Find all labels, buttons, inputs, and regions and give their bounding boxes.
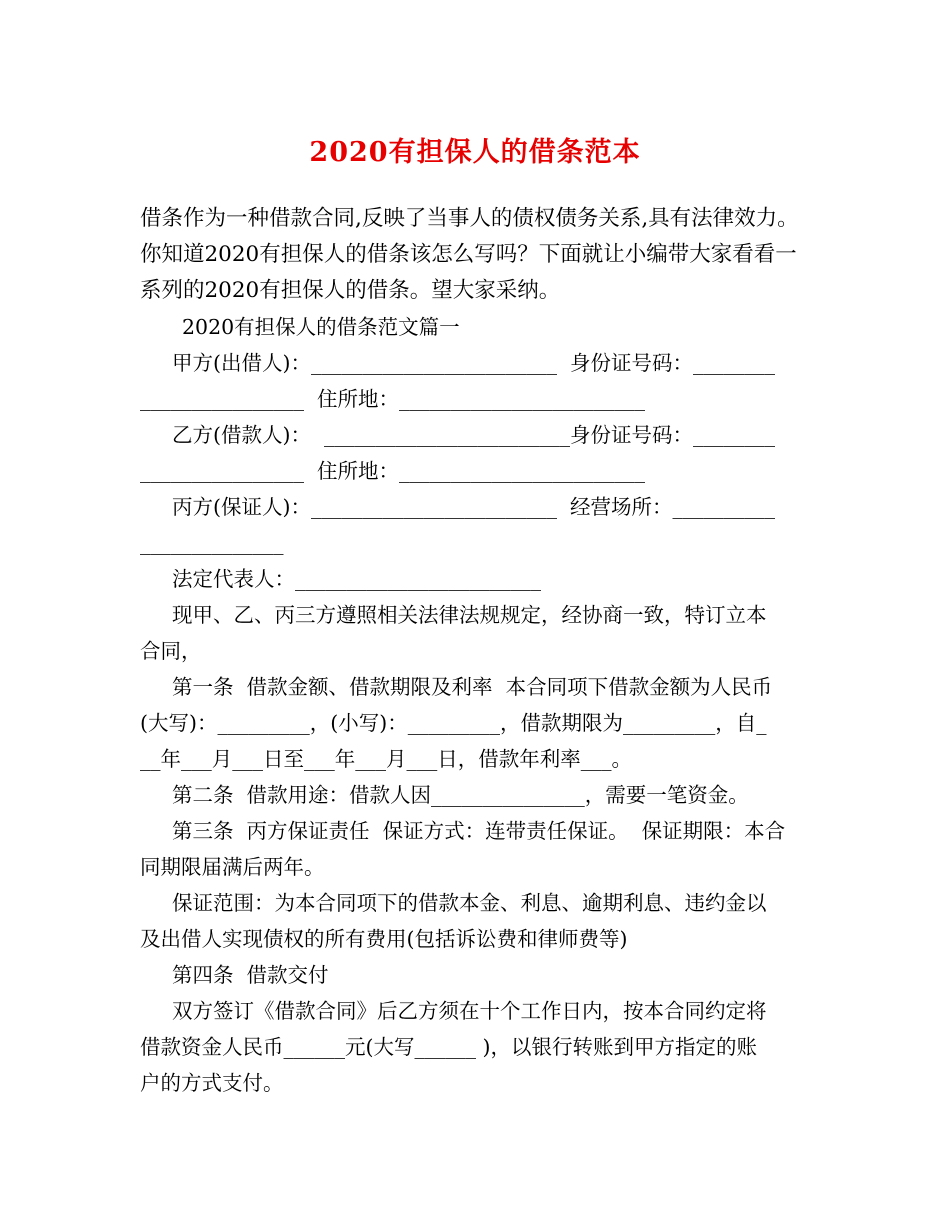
borrower-line: 乙方(借款人)： ________________________身份证号码：________ <box>172 423 776 447</box>
guarantor-line: 丙方(保证人)：________________________ 经营场所：__________ <box>172 495 776 519</box>
article-1-line-3: __年___月___日至___年___月___日，借款年利率___。 <box>140 747 632 771</box>
legal-rep-line: 法定代表人：________________________ <box>172 567 541 591</box>
lender-address-line: ________________ 住所地：________________________ <box>140 387 646 411</box>
intro-line-1: 借条作为一种借款合同,反映了当事人的债权债务关系,具有法律效力。 <box>140 206 799 231</box>
intro-line-3: 系列的2020有担保人的借条。望大家采纳。 <box>140 278 561 303</box>
scope-line-1: 保证范围：为本合同项下的借款本金、利息、逾期利息、违约金以 <box>172 891 767 915</box>
delivery-line-2: 借款资金人民币______元(大写______ )，以银行转账到甲方指定的账 <box>140 1035 758 1059</box>
article-1-line-2: (大写)：_________，(小写)：_________，借款期限为_________，自_ <box>140 711 767 735</box>
section-heading: 2020有担保人的借条范文篇一 <box>182 315 460 339</box>
article-4-heading: 第四条 借款交付 <box>172 963 329 987</box>
delivery-line-3: 户的方式支付。 <box>140 1071 284 1095</box>
article-1-line-1: 第一条 借款金额、借款期限及利率 本合同项下借款金额为人民币 <box>172 675 773 699</box>
preamble-line-2: 合同， <box>140 639 202 663</box>
delivery-line-1: 双方签订《借款合同》后乙方须在十个工作日内，按本合同约定将 <box>172 999 767 1023</box>
lender-line: 甲方(出借人)：________________________ 身份证号码：________ <box>172 351 776 375</box>
article-2-line: 第二条 借款用途：借款人因_______________，需要一笔资金。 <box>172 783 749 807</box>
article-3-line-1: 第三条 丙方保证责任 保证方式：连带责任保证。 保证期限：本合 <box>172 819 786 843</box>
borrower-address-line: ________________ 住所地：________________________ <box>140 459 646 483</box>
document-title: 2020有担保人的借条范本 <box>309 137 641 168</box>
guarantor-place-line: ______________ <box>140 531 284 555</box>
article-3-line-2: 同期限届满后两年。 <box>140 855 325 879</box>
intro-line-2: 你知道2020有担保人的借条该怎么写吗？下面就让小编带大家看看一 <box>140 242 797 267</box>
scope-line-2: 及出借人实现债权的所有费用(包括诉讼费和律师费等) <box>140 927 628 951</box>
preamble-line-1: 现甲、乙、丙三方遵照相关法律法规规定，经协商一致，特订立本 <box>172 603 767 627</box>
